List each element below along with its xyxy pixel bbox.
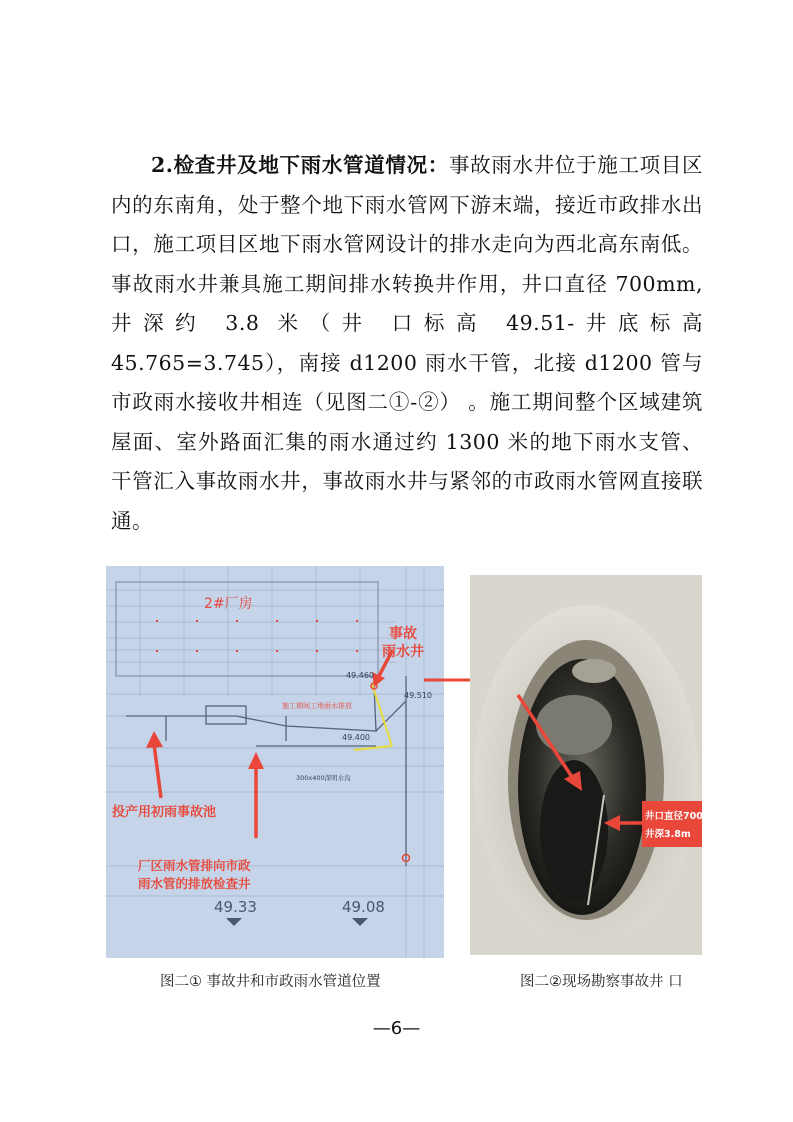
elevation-b: 49.400 (342, 733, 370, 742)
well-label-line2: 雨水井 (382, 644, 424, 660)
body-paragraph (111, 146, 703, 541)
elevation-a: 49.460 (346, 671, 374, 680)
channel-label: 300x400深明水沟 (296, 774, 351, 782)
paragraph-text: 事故雨水井位于施工项目区内的东南角，处于整个地下雨水管网下游末端，接近市政排水出 口，施工项目区地下雨水管网设计的排水走向为西北高东南低。事故雨水井兼具施工期间排水转换井作用，井口直径 700mm,井深约 3.8 米（井 口标高 49.51-井底标高 45.765=3.745），南接 d1200 雨水干管，北接 d1200 管与市政雨水接收井相连（见图二①-②） 。施工期间整个区域建筑屋面、室外路面汇集的雨水通过约 1300 米的地下雨水支管、干管汇入事故雨水井，事故雨水井与紧邻的市政雨水管网直接联通。 (111, 153, 704, 533)
manhole-photo-drawing (470, 575, 723, 955)
elevation-e: 49.510 (404, 691, 432, 700)
elevation-d: 49.08 (342, 898, 385, 916)
building-label: 2#厂房 (204, 596, 253, 612)
manhole-photo (470, 575, 723, 955)
figure2-caption: 图二②现场勘察事故井 口 (520, 974, 683, 990)
drainage-plan-image (106, 566, 444, 958)
diameter-tag: 井口直径700mm (645, 811, 723, 822)
section-heading: 2.检查井及地下雨水管道情况： (151, 153, 449, 177)
pool-label: 投产用初雨事故池 (112, 805, 217, 820)
elevation-c: 49.33 (214, 898, 257, 916)
drainage-plan-drawing (106, 566, 444, 958)
page-number: —6— (372, 1018, 421, 1039)
drainage-note: 施工期间工地雨水排放 (282, 702, 352, 710)
figure1-caption: 图二① 事故井和市政雨水管道位置 (160, 974, 381, 990)
depth-tag: 井深3.8m (645, 829, 691, 840)
outlet-label-line2: 雨水管的排放检查井 (138, 876, 251, 891)
well-label-line1: 事故 (389, 626, 417, 642)
outlet-label-line1: 厂区雨水管排向市政 (138, 858, 251, 873)
